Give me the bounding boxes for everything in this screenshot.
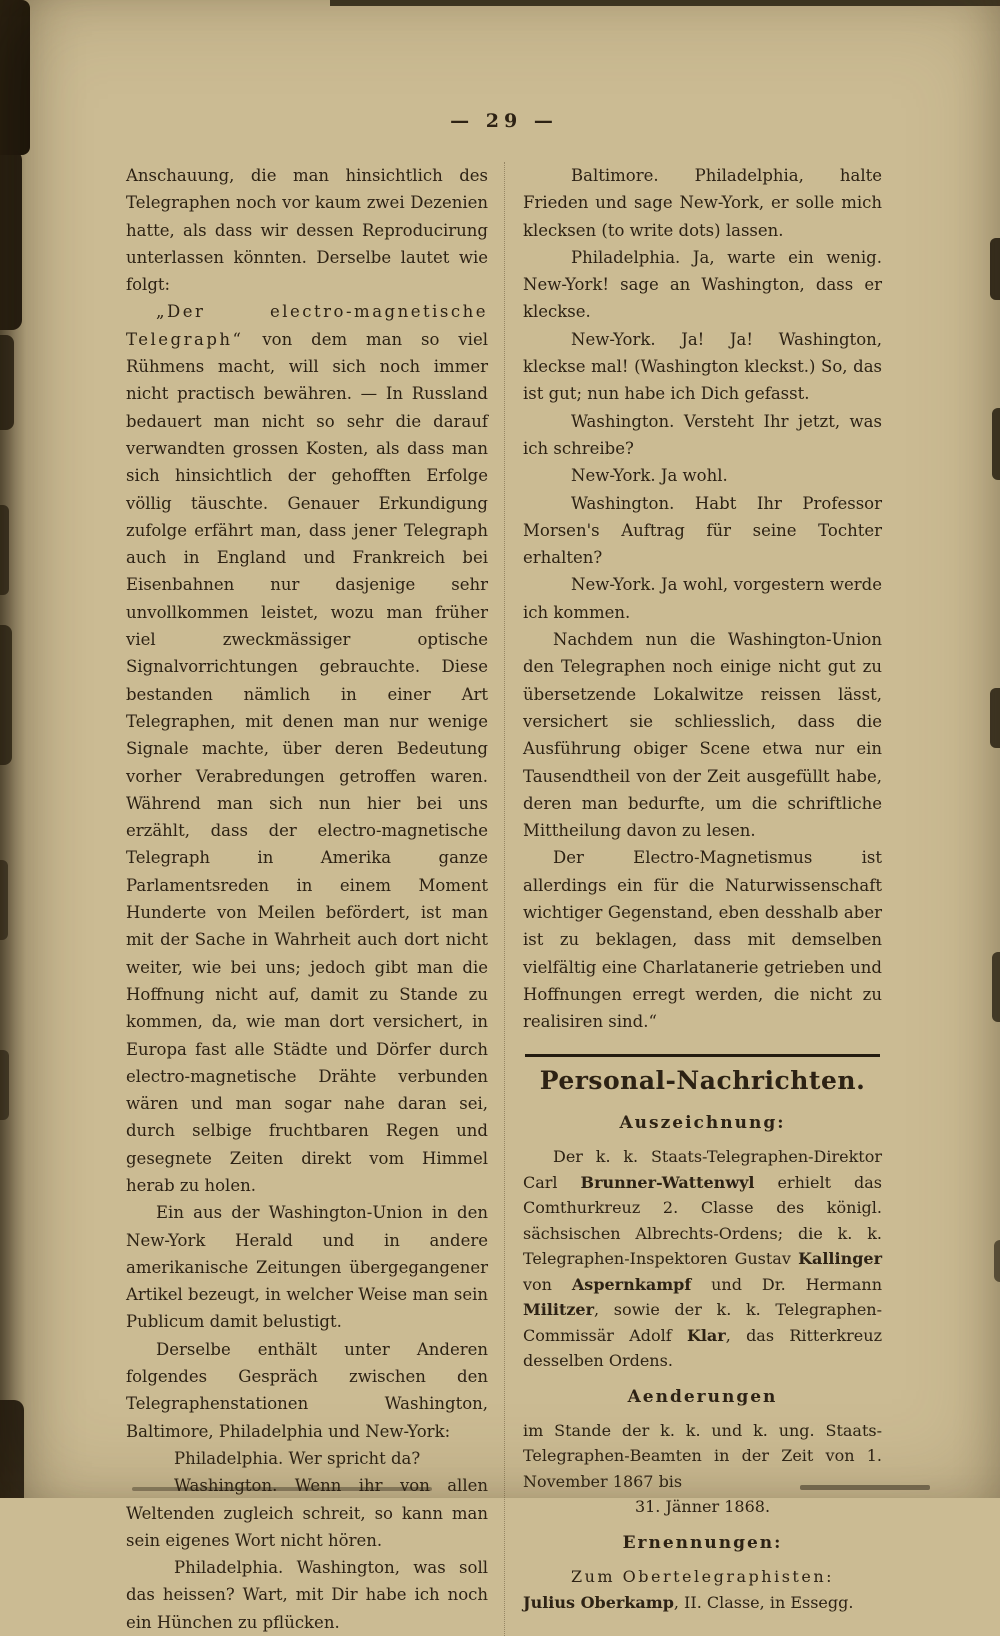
text-segment: Aspernkampf bbox=[571, 1274, 692, 1294]
paragraph bbox=[126, 1445, 488, 1472]
paragraph bbox=[126, 162, 488, 298]
subsection-heading-ernennungen: Ernennungen: bbox=[622, 1532, 783, 1553]
text-segment: New-York. Ja wohl. bbox=[571, 466, 728, 486]
text-segment: erhielt das Comthurkreuz 2. Classe des königl. sächsischen Albrechts-Ordens; die k. k. Telegraphen-Inspektoren Gustav bbox=[523, 1172, 882, 1269]
binding-mark bbox=[0, 1050, 9, 1120]
paragraph bbox=[523, 571, 882, 626]
right-column bbox=[504, 162, 882, 1636]
text-segment: Militzer bbox=[523, 1300, 595, 1320]
text-segment: Derselbe enthält unter Anderen folgendes Gespräch zwischen den Telegraphenstationen Washington, Baltimore, Philadelphia und New-York: bbox=[126, 1339, 488, 1441]
page-edge-mark bbox=[992, 408, 1000, 480]
paragraph bbox=[126, 1336, 488, 1445]
binding-mark bbox=[0, 625, 12, 765]
paragraph bbox=[523, 1494, 882, 1520]
text-segment: Klar bbox=[686, 1325, 726, 1345]
paragraph bbox=[523, 1418, 882, 1495]
text-segment: Philadelphia. Wer spricht da? bbox=[174, 1448, 421, 1468]
binding-mark bbox=[0, 335, 14, 430]
page-edge-mark bbox=[990, 688, 1000, 748]
text-segment: New-York. Ja wohl, vorgestern werde ich kommen. bbox=[523, 575, 882, 622]
text-segment: Washington. Habt Ihr Professor Morsen's Auftrag für seine Tochter erhalten? bbox=[523, 493, 882, 568]
paragraph bbox=[523, 326, 882, 408]
text-columns bbox=[126, 162, 882, 1636]
text-segment: Nachdem nun die Washington-Union den Telegraphen noch einige nicht gut zu übersetzende Lokalwitze reissen lässt, versichert sie schliesslich, dass die Ausführung obiger Scene etwa nur ein Tausendtheil von der Zeit ausgefüllt habe, deren man bedurfte, um die schriftliche Mittheilung davon zu lesen. bbox=[523, 630, 882, 841]
text-segment: Washington. Wenn ihr von allen Weltenden zugleich schreit, so kann man sein eigenes Wort nicht hören. bbox=[126, 1476, 488, 1550]
text-segment: , II. Classe, in Essegg. bbox=[673, 1592, 854, 1612]
page-edge-mark bbox=[330, 0, 1000, 6]
text-segment: Brunner-Wattenwyl bbox=[580, 1172, 755, 1192]
text-segment: , sowie der k. k. Telegraphen-Commissär Adolf bbox=[523, 1300, 882, 1345]
text-segment: von dem man so viel Rühmens macht, will sich noch immer nicht practisch bewähren. — In Russland bedauert man nicht so sehr die darauf verwandten grossen Kosten, als dass man sich hinsichtlich der gehofften Erfolge völlig täuschte. Genauer Erkundigung zufolge erfährt man, dass jener Telegraph auch in England und Frankreich bei Eisenbahnen nur dasjenige sehr unvollkommen leistet, wozu man früher viel zweckmässiger optische Signalvorrichtungen gebrauchte. Diese bestanden nämlich in einer Art Telegraphen, mit denen man nur wenige Signale machte, über deren Bedeutung vorher Verabredungen getroffen waren. Während man sich nun hier bei uns erzählt, dass der electro-magnetische Telegraph in Amerika ganze Parlamentsreden in einem Moment Hunderte von Meilen befördert, ist man mit der Sache in Wahrheit auch dort nicht weiter, wie bei uns; jedoch gibt man die Hoffnung nicht auf, damit zu Stande zu kommen, da, wie man dort versichert, in Europa fast alle Städte und Dörfer durch electro-magnetische Drähte verbunden wären und man sogar nahe daran sei, durch selbige fruchtbaren Regen und gesegnete Zeiten direkt vom Himmel herab zu holen. bbox=[126, 329, 488, 1195]
paragraph bbox=[126, 1554, 488, 1636]
text-segment: Ein aus der Washington-Union in den New-York Herald und in andere amerikanische Zeitungen übergegangener Artikel bezeugt, in welcher Weise man sein Publicum damit belustigt. bbox=[126, 1203, 488, 1332]
right-column-paragraphs bbox=[523, 162, 882, 1036]
text-segment: Julius Oberkamp bbox=[523, 1592, 674, 1612]
paragraph bbox=[523, 1564, 882, 1590]
personal-nachrichten-section bbox=[523, 1054, 882, 1616]
binding-mark bbox=[0, 0, 30, 155]
auszeichnung-paragraphs bbox=[523, 1144, 882, 1374]
paragraph bbox=[523, 244, 882, 326]
subsection-heading-auszeichnung: Auszeichnung: bbox=[619, 1112, 786, 1133]
text-segment: Anschauung, die man hinsichtlich des Telegraphen noch vor kaum zwei Dezenien hatte, als dass wir dessen Reproducirung unterlassen könnten. Derselbe lautet wie folgt: bbox=[126, 166, 488, 295]
left-column bbox=[126, 162, 504, 1636]
text-segment: Philadelphia. Washington, was soll das heissen? Wart, mit Dir habe ich noch ein Hünchen zu pflücken. bbox=[126, 1558, 488, 1632]
binding-mark bbox=[0, 505, 9, 595]
text-segment: von bbox=[523, 1274, 572, 1294]
page-edge-mark bbox=[994, 1240, 1000, 1282]
binding-mark bbox=[0, 860, 8, 940]
paragraph bbox=[126, 298, 488, 1199]
text-segment: 31. Jänner 1868. bbox=[634, 1497, 771, 1517]
binding-shadow bbox=[0, 0, 26, 1498]
paragraph bbox=[523, 162, 882, 244]
text-segment: Der Electro-Magnetismus ist allerdings ein für die Naturwissenschaft wichtiger Gegenstand, eben desshalb aber ist zu beklagen, dass mit demselben vielfältig eine Charlatanerie getrieben und Hoffnungen erregt werden, die nicht zu realisiren sind.“ bbox=[523, 848, 882, 1032]
text-segment: Der k. k. Staats-Telegraphen-Direktor Carl bbox=[523, 1147, 882, 1192]
paragraph bbox=[523, 408, 882, 463]
paragraph bbox=[523, 462, 882, 489]
text-segment: , das Ritterkreuz desselben Ordens. bbox=[523, 1325, 882, 1371]
paragraph bbox=[523, 1144, 882, 1374]
section-title: Personal-Nachrichten. bbox=[539, 1065, 866, 1095]
text-segment: Zum Obertelegraphisten: bbox=[570, 1567, 835, 1587]
paragraph bbox=[126, 1199, 488, 1335]
binding-mark bbox=[0, 1400, 24, 1498]
text-segment: „Der electro-magnetische Telegraph“ bbox=[126, 302, 488, 349]
page-edge-mark bbox=[990, 238, 1000, 300]
page-number: — 29 — bbox=[450, 110, 558, 132]
aenderungen-paragraphs bbox=[523, 1418, 882, 1520]
text-segment: Philadelphia. Ja, warte ein wenig. New-York! sage an Washington, dass er kleckse. bbox=[523, 247, 882, 322]
text-segment: Baltimore. Philadelphia, halte Frieden und sage New-York, er solle mich klecksen (to write dots) lassen. bbox=[523, 166, 882, 240]
paragraph bbox=[523, 490, 882, 572]
ernennungen-paragraphs bbox=[523, 1564, 882, 1615]
page-edge-mark bbox=[992, 952, 1000, 1022]
subsection-heading-aenderungen: Aenderungen bbox=[627, 1386, 778, 1407]
section-divider-rule bbox=[525, 1054, 880, 1057]
text-segment: Kallinger bbox=[798, 1249, 882, 1269]
paragraph bbox=[523, 1590, 882, 1616]
paragraph bbox=[523, 626, 882, 844]
text-segment: New-York. Ja! Ja! Washington, kleckse mal! (Washington kleckst.) So, das ist gut; nun habe ich Dich gefasst. bbox=[523, 329, 882, 404]
paragraph bbox=[126, 1472, 488, 1554]
paragraph bbox=[523, 844, 882, 1035]
text-segment: und Dr. Hermann bbox=[691, 1274, 882, 1294]
page-content bbox=[126, 110, 882, 1636]
text-segment: im Stande der k. k. und k. ung. Staats-Telegraphen-Beamten in der Zeit von 1. November 1867 bis bbox=[523, 1420, 882, 1491]
text-segment: Washington. Versteht Ihr jetzt, was ich schreibe? bbox=[523, 411, 882, 458]
binding-mark bbox=[0, 150, 22, 330]
